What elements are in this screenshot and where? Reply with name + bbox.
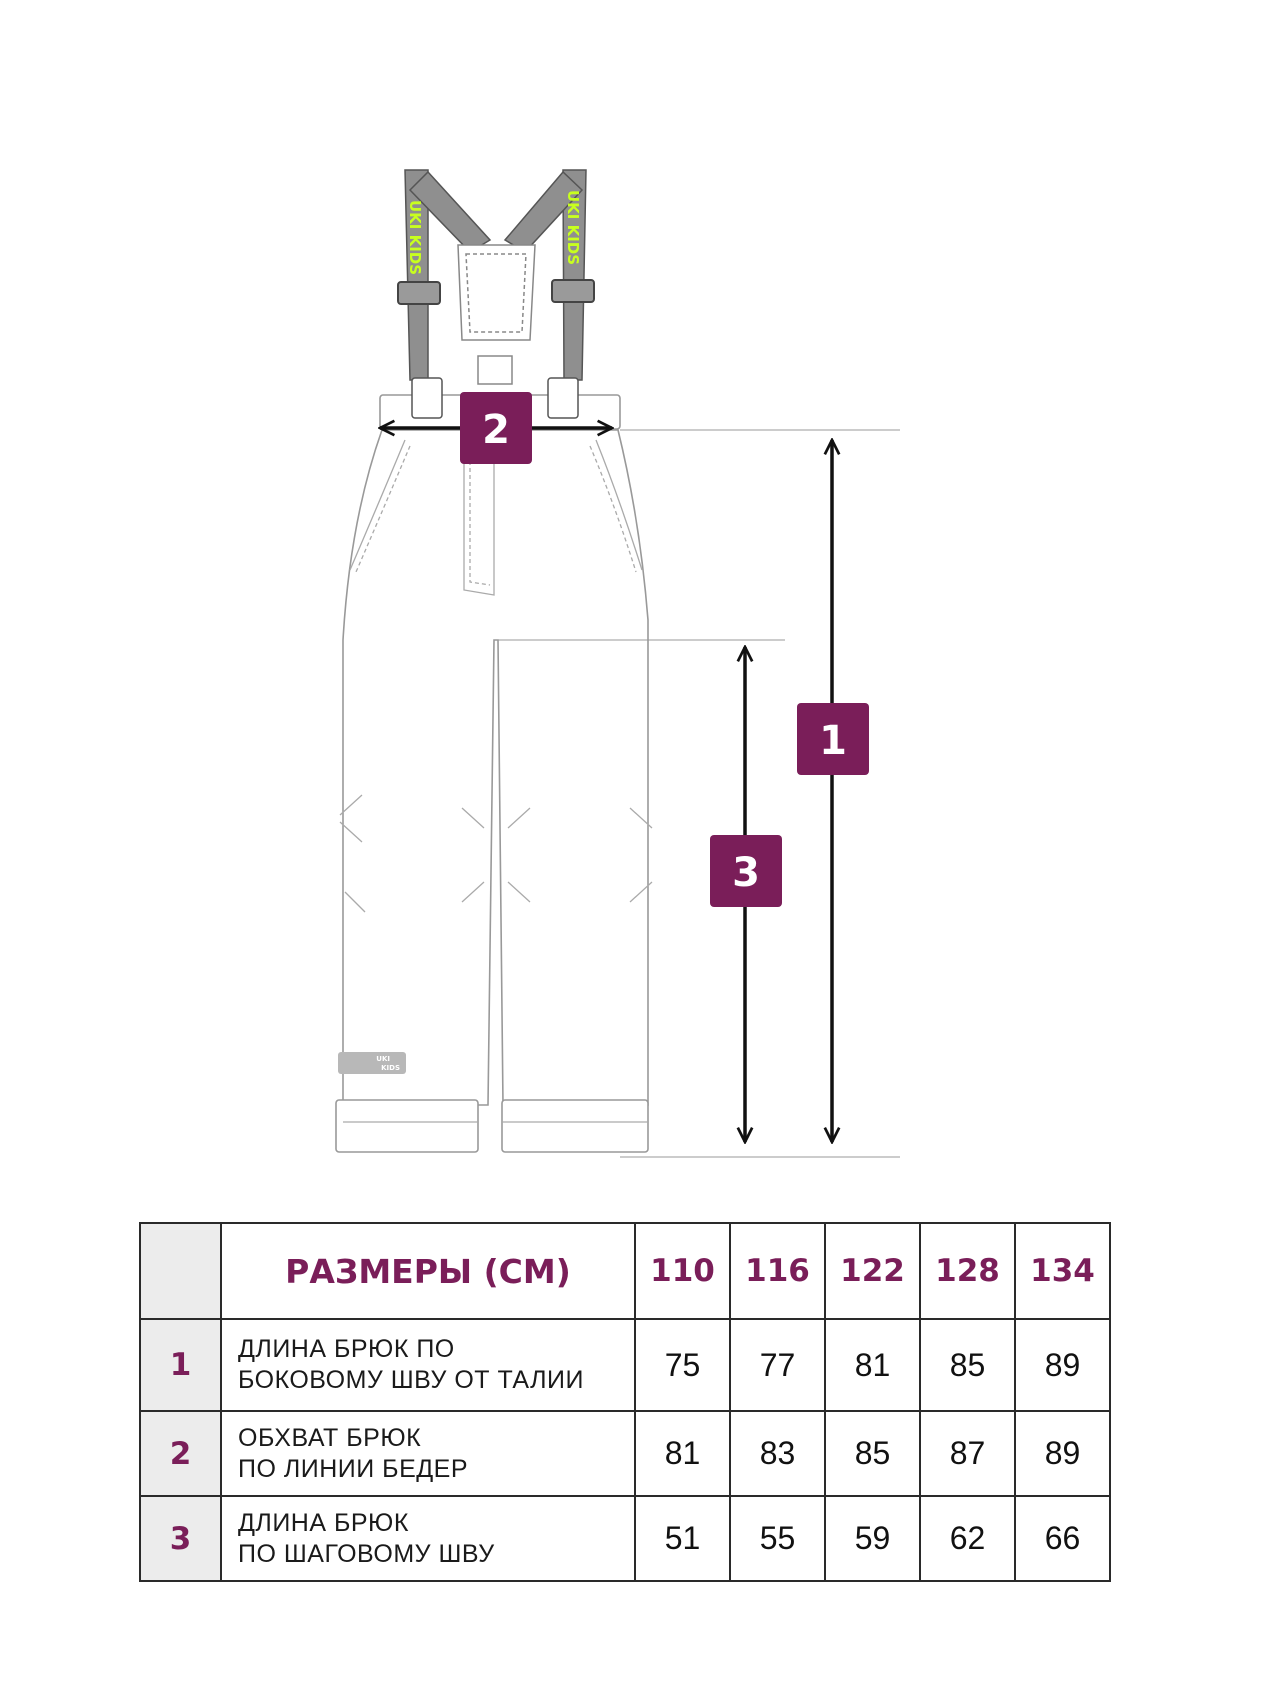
row-number: 3: [140, 1496, 221, 1581]
marker-badge-1: [797, 703, 869, 775]
size-header: 110: [635, 1223, 730, 1319]
table-header-row: [140, 1223, 1110, 1319]
bib: [458, 245, 535, 384]
brand-tag: [338, 1052, 406, 1074]
size-header: 116: [730, 1223, 825, 1319]
size-header: 128: [920, 1223, 1015, 1319]
table-cell: 89: [1015, 1411, 1110, 1496]
table-cell: 66: [1015, 1496, 1110, 1581]
marker-2-label: 2: [482, 407, 510, 453]
row-description-line: БОКОВОМУ ШВУ ОТ ТАЛИИ: [238, 1366, 584, 1394]
strap-text-left: UKI KIDS: [406, 200, 424, 276]
marker-badge-2: [460, 392, 532, 464]
table-cell: 83: [730, 1411, 825, 1496]
size-header: 134: [1015, 1223, 1110, 1319]
table-row: [140, 1319, 1110, 1411]
table-row: [140, 1411, 1110, 1496]
row-description-line: ПО ЛИНИИ БЕДЕР: [238, 1454, 469, 1483]
row-description-line: ДЛИНА БРЮК: [238, 1508, 409, 1537]
marker-badge-3: [710, 835, 782, 907]
row-description-line: ПО ШАГОВОМУ ШВУ: [238, 1539, 495, 1568]
tag-text-2: KIDS: [381, 1064, 400, 1072]
table-cell: 51: [635, 1496, 730, 1581]
table-cell: 81: [635, 1411, 730, 1496]
table-cell: 77: [730, 1319, 825, 1411]
corner-cell: [140, 1223, 221, 1319]
table-row: [140, 1496, 1110, 1581]
table-title: РАЗМЕРЫ (СМ): [221, 1223, 635, 1319]
row-number: 2: [140, 1411, 221, 1496]
table-cell: 85: [920, 1319, 1015, 1411]
marker-1-label: 1: [819, 718, 847, 764]
tag-text-1: UKI: [376, 1055, 390, 1063]
table-cell: 59: [825, 1496, 920, 1581]
table-cell: 62: [920, 1496, 1015, 1581]
size-table: [139, 1222, 1111, 1582]
strap-text-right: UKI KIDS: [564, 190, 582, 266]
table-cell: 87: [920, 1411, 1015, 1496]
table-cell: 81: [825, 1319, 920, 1411]
row-number: 1: [140, 1319, 221, 1411]
table-cell: 55: [730, 1496, 825, 1581]
trousers-outline: [336, 395, 648, 1152]
row-description: [221, 1496, 635, 1581]
table-cell: 75: [635, 1319, 730, 1411]
row-description: [221, 1411, 635, 1496]
table-cell: 85: [825, 1411, 920, 1496]
row-description-line: ОБХВАТ БРЮК: [238, 1423, 422, 1452]
row-description-line: ДЛИНА БРЮК ПО: [238, 1335, 455, 1363]
row-description: [221, 1319, 635, 1411]
table-cell: 89: [1015, 1319, 1110, 1411]
marker-3-label: 3: [732, 850, 760, 896]
size-header: 122: [825, 1223, 920, 1319]
